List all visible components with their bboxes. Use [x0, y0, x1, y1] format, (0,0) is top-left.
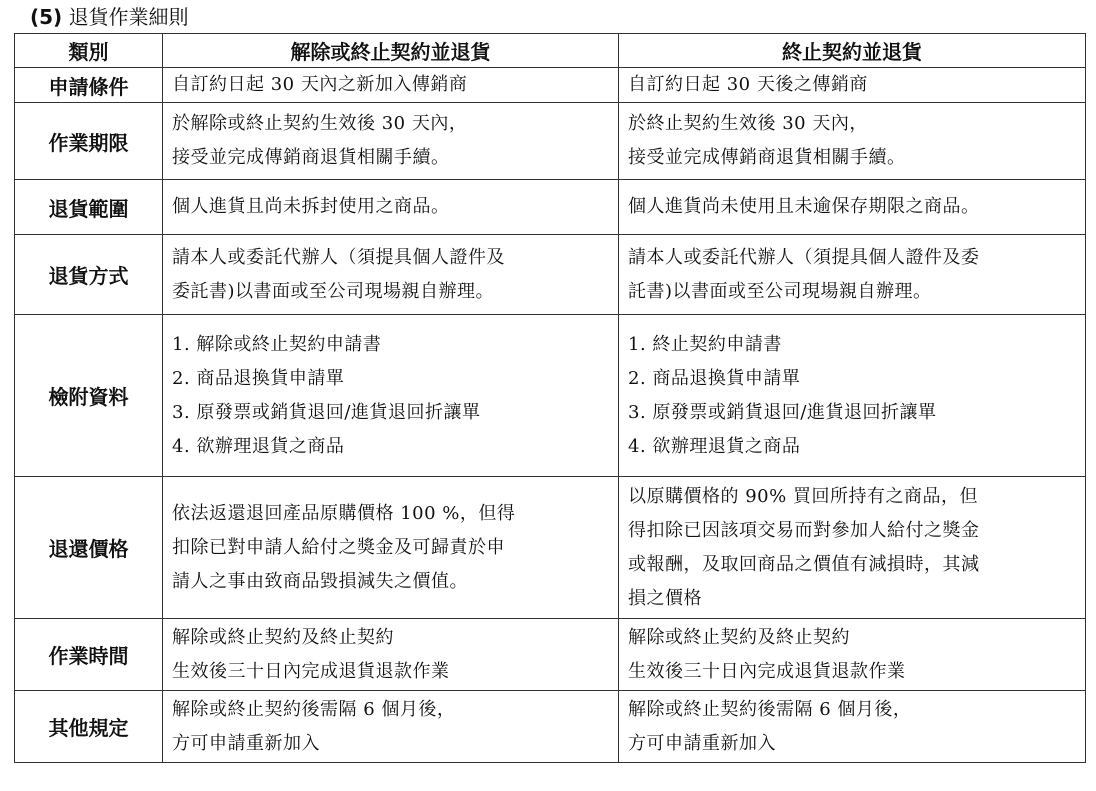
- cell-line: 得扣除已因該項交易而對參加人給付之獎金: [628, 519, 980, 541]
- cell-line: 於終止契約生效後 30 天內，: [628, 113, 868, 134]
- cell-col2: [619, 477, 1086, 619]
- cell-col2: [619, 619, 1086, 691]
- cell-line: 接受並完成傳銷商退貨相關手續。: [628, 147, 906, 168]
- cell-line: 個人進貨尚未使用且未逾保存期限之商品。: [628, 196, 980, 217]
- cell-col1: [163, 180, 619, 235]
- cell-line: 於解除或終止契約生效後 30 天內，: [172, 113, 468, 134]
- cell-col2: [619, 235, 1086, 315]
- cell-line: 接受並完成傳銷商退貨相關手續。: [172, 147, 450, 168]
- cell-line: 請本人或委託代辦人（須提具個人證件及: [172, 246, 505, 268]
- cell-line: 請本人或委託代辦人（須提具個人證件及委: [628, 246, 980, 268]
- cell-line: 請人之事由致商品毀損減失之價值。: [172, 570, 468, 592]
- cell-col2: [619, 68, 1086, 103]
- row-label: 其他規定: [15, 691, 163, 763]
- return-rules-table: [14, 33, 1086, 763]
- cell-line: 自訂約日起 30 天後之傳銷商: [628, 74, 868, 95]
- cell-line: 解除或終止契約及終止契約: [172, 626, 394, 648]
- row-label: 作業期限: [15, 103, 163, 180]
- cell-line: 生效後三十日內完成退貨退款作業: [628, 660, 906, 682]
- cell-line: 委託書)以書面或至公司現場親自辦理。: [172, 280, 495, 302]
- cell-line: 以原購價格的 90% 買回所持有之商品，但: [628, 485, 978, 507]
- header-category: 類別: [15, 34, 163, 68]
- header-terminate: 終止契約並退貨: [619, 34, 1086, 68]
- cell-line: 2. 商品退換貨申請單: [628, 367, 801, 389]
- cell-col1: [163, 477, 619, 619]
- cell-line: 解除或終止契約及終止契約: [628, 626, 850, 648]
- section-title: 退貨作業細則: [68, 5, 189, 29]
- section-heading: [30, 4, 189, 30]
- cell-line: 3. 原發票或銷貨退回/進貨退回折讓單: [172, 401, 481, 423]
- row-label: 退貨方式: [15, 235, 163, 315]
- cell-line: 依法返還退回產品原購價格 100 %，但得: [172, 502, 516, 524]
- row-label: 作業時間: [15, 619, 163, 691]
- header-row: [15, 34, 1086, 68]
- table-row: [15, 315, 1086, 477]
- table-row: [15, 68, 1086, 103]
- row-label: 退貨範圍: [15, 180, 163, 235]
- cell-line: 1. 終止契約申請書: [628, 333, 782, 355]
- table-row: [15, 477, 1086, 619]
- cell-line: 個人進貨且尚未拆封使用之商品。: [172, 196, 450, 217]
- cell-col2: [619, 180, 1086, 235]
- cell-line: 或報酬，及取回商品之價值有減損時，其減: [628, 553, 980, 575]
- cell-col1: [163, 235, 619, 315]
- cell-line: 解除或終止契約後需隔 6 個月後，: [628, 698, 912, 720]
- cell-col2: [619, 103, 1086, 180]
- row-label: 檢附資料: [15, 315, 163, 477]
- cell-line: 解除或終止契約後需隔 6 個月後，: [172, 698, 456, 720]
- cell-col2: [619, 691, 1086, 763]
- cell-col1: [163, 691, 619, 763]
- row-label: 退還價格: [15, 477, 163, 619]
- table-row: [15, 691, 1086, 763]
- table-row: [15, 103, 1086, 180]
- cell-line: 方可申請重新加入: [628, 732, 776, 754]
- cell-line: 託書)以書面或至公司現場親自辦理。: [628, 280, 932, 302]
- cell-line: 扣除已對申請人給付之獎金及可歸責於申: [172, 536, 505, 558]
- section-number: (5): [30, 5, 63, 29]
- cell-line: 損之價格: [628, 587, 702, 609]
- table-row: [15, 235, 1086, 315]
- cell-line: 自訂約日起 30 天內之新加入傳銷商: [172, 74, 468, 95]
- cell-line: 4. 欲辦理退貨之商品: [628, 435, 801, 457]
- table-row: [15, 180, 1086, 235]
- cell-line: 方可申請重新加入: [172, 732, 320, 754]
- row-label: 申請條件: [15, 68, 163, 103]
- cell-col1: [163, 68, 619, 103]
- cell-col2: [619, 315, 1086, 477]
- cell-line: 3. 原發票或銷貨退回/進貨退回折讓單: [628, 401, 937, 423]
- cell-line: 1. 解除或終止契約申請書: [172, 333, 382, 355]
- header-rescind-or-terminate: 解除或終止契約並退貨: [163, 34, 619, 68]
- cell-line: 生效後三十日內完成退貨退款作業: [172, 660, 450, 682]
- cell-col1: [163, 619, 619, 691]
- cell-col1: [163, 103, 619, 180]
- table-row: [15, 619, 1086, 691]
- cell-col1: [163, 315, 619, 477]
- cell-line: 2. 商品退換貨申請單: [172, 367, 345, 389]
- cell-line: 4. 欲辦理退貨之商品: [172, 435, 345, 457]
